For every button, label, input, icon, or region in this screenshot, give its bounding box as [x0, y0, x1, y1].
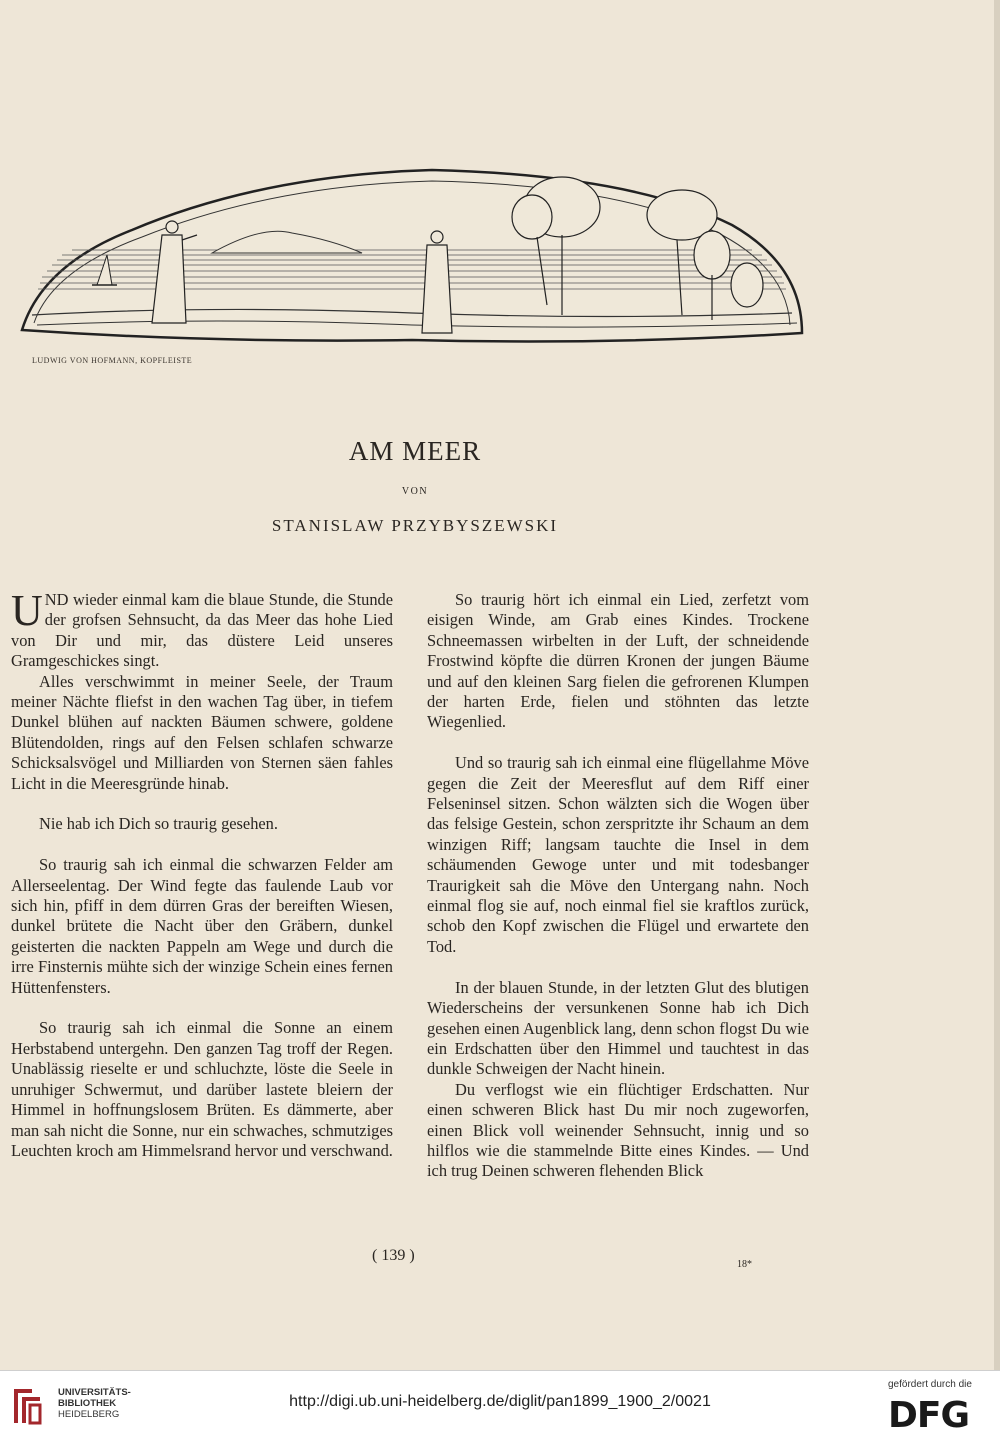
digitization-footer: [0, 1370, 1000, 1442]
text-column-left: [11, 586, 393, 1161]
page-number: ( 139 ): [372, 1247, 415, 1264]
library-name-line: UNIVERSITÄTS-: [58, 1387, 131, 1398]
paragraph: So traurig sah ich einmal die schwarzen Felder am Allerseelentag. Der Wind fegte das faulende Laub vor sich hin, pfiff in dem dürren Gras der bereiften Wiesen, dunkel brütete die Nacht über den Gräbern, dunkel geisterten die nackten Pappeln am Wege und durch die irre Finsternis mühte sich der winzige Schein eines fernen Hüttenfensters.: [11, 855, 393, 997]
library-name-line: BIBLIOTHEK: [58, 1398, 117, 1409]
paragraph: Nie hab ich Dich so traurig gesehen.: [39, 814, 278, 834]
paragraph: Und so traurig sah ich einmal eine flügellahme Möve gegen die Zeit der Meeresflut auf dem Riff einer Felseninsel sitzen. Schon wälzten sich die Wogen über das felsige Gestein, schon zerspritzte ihr Schaum an dem winzigen Riff; langsam tauchte die Insel in dem schäumenden Gewoge unter und mit todesbanger Traurigkeit sah die Möve den Untergang nahn. Noch einmal flog sie auf, noch einmal fiel sie kraftlos zurück, schob den Kopf zwischen die Flügel und erwartete den Tod.: [427, 753, 809, 956]
illustration-caption: LUDWIG VON HOFMANN, KOPFLEISTE: [32, 356, 193, 365]
library-name-line: HEIDELBERG: [58, 1409, 120, 1420]
article-title: AM MEER: [348, 436, 482, 466]
headpiece-illustration: [12, 155, 812, 355]
funding-label: gefördert durch die: [888, 1379, 972, 1390]
paragraph: Alles verschwimmt in meiner Seele, der Traum meiner Nächte fliefst in den wachen Tag über, in tiefem Dunkel blühen auf nackten Bäumen schwere, goldene Blütendolden, rings auf den Felsen schlafen schwarze Schicksalsvögel und Milliarden von Sternen säen fahles Licht in die Meeresgründe hinab.: [11, 671, 393, 793]
article-author: STANISLAW PRZYBYSZEWSKI: [271, 516, 559, 535]
byline-von: VON: [401, 486, 429, 497]
text-column-right: [427, 590, 809, 1182]
paragraph: [11, 586, 393, 672]
page-edge: [994, 0, 1000, 1370]
paragraph: Du verflogst wie ein flüchtiger Erdschatten. Nur einen schweren Blick hast Du mir noch zugeworfen, einen Blick voll weinender Sehnsucht, innig und so hilflos wie die stammelnde Bitte eines Kindes. — Und ich trug Deinen schweren flehenden Blick: [427, 1079, 809, 1181]
figure-center: [422, 231, 452, 333]
paragraph: In der blauen Stunde, in der letzten Glut des blutigen Wiederscheins der versunkenen Sonne hab ich Dich gesehen einen Augenblick lang, denn schon flogst Du wie ein Erdschatten über den Himmel und tauchtest in das dunkle Schweigen der Nacht hinein.: [427, 977, 809, 1079]
source-url[interactable]: http://digi.ub.uni-heidelberg.de/diglit/pan1899_1900_2/0021: [289, 1393, 711, 1410]
signature-mark: 18*: [737, 1259, 752, 1270]
paragraph-text: ND wieder einmal kam die blaue Stunde, die Stunde der grofsen Sehnsucht, da das Meer das hohe Lied von Dir und mir, das düstere Leid unseres Gramgeschickes singt.: [11, 590, 393, 671]
drop-cap: U: [11, 586, 43, 635]
paragraph: So traurig hört ich einmal ein Lied, zerfetzt vom eisigen Winde, am Grab eines Kindes. Trockene Schneemassen wirbelten in der Luft, der schneidende Frostwind köpfte die dürren Kronen der jungen Bäume und auf den kleinen Sarg fielen die gefrorenen Klumpen der harten Erde, fielen und stöhnten das letzte Wiegenlied.: [427, 590, 809, 732]
dfg-logo: DFG: [888, 1395, 970, 1436]
paragraph: So traurig sah ich einmal die Sonne an einem Herbstabend untergehn. Den ganzen Tag troff der Regen. Unablässig rieselte er und schluchzte, löste die Seele in unruhiger Schwermut, und darüber lastete bleiern der Himmel in hoffnungslosem Brüten. Es dämmerte, aber man sah nicht die Sonne, nur ein schwaches, schmutziges Leuchten kroch am Himmelsrand hervor und verschwand.: [11, 1018, 393, 1160]
